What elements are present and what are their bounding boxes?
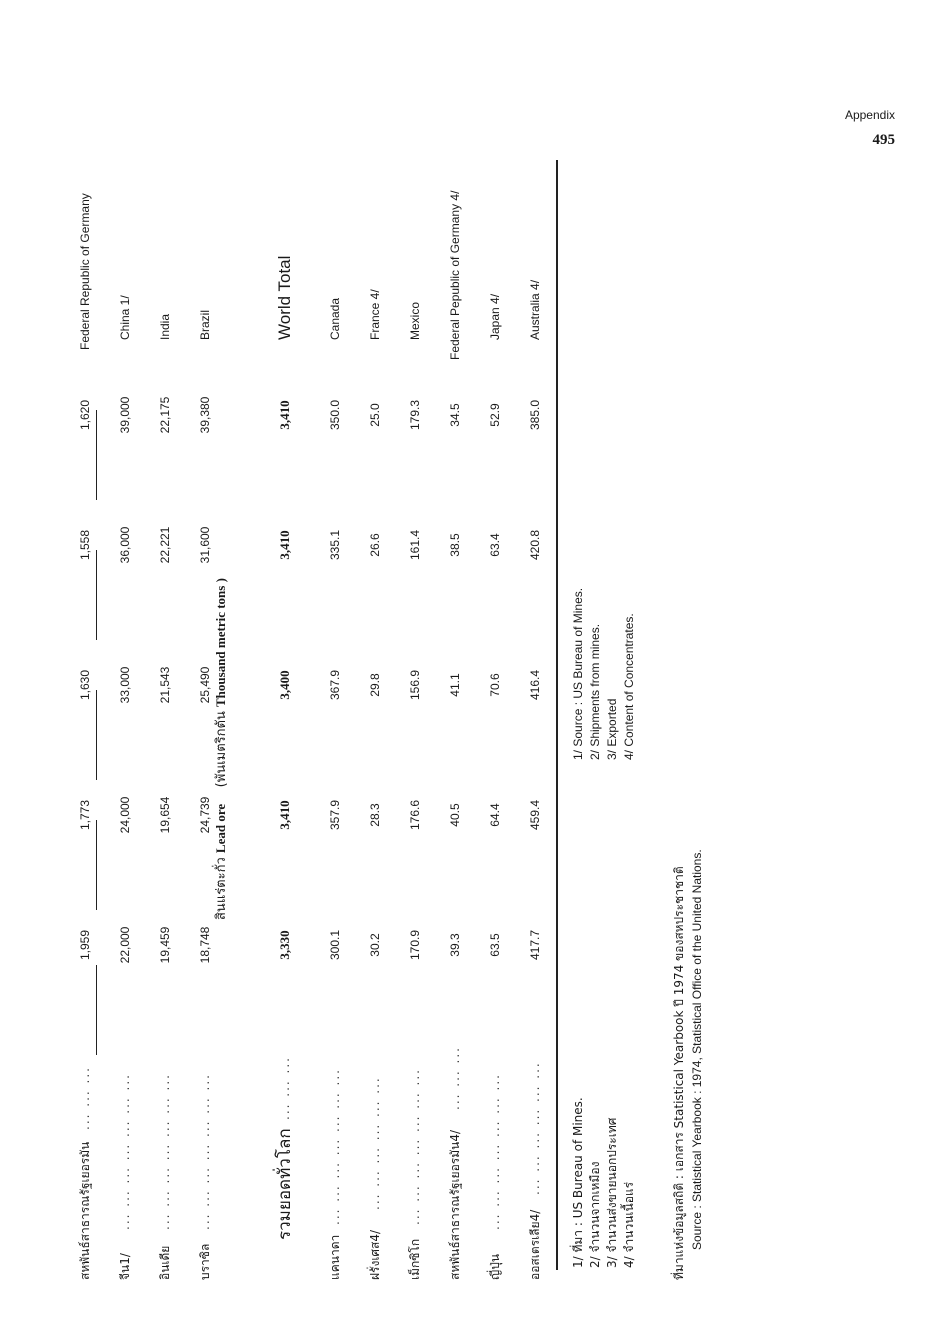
value-cell: 1,959: [78, 929, 92, 961]
table-row: [480, 160, 510, 1280]
value-cell: 38.5: [448, 533, 462, 557]
thai-country-label: สหพันธ์สาธารณรัฐเยอรมัน4/: [448, 1129, 462, 1280]
rotated-table-page: [60, 160, 760, 1280]
thai-country-label: แคนาดา: [328, 1234, 342, 1280]
value-cell: 416.4: [528, 669, 542, 701]
thai-country-label: เม็กซิโก: [408, 1238, 422, 1280]
english-country-label: Japan 4/: [488, 293, 502, 340]
value-cell: 31,600: [198, 526, 212, 564]
thai-country-label: จีน1/: [118, 1253, 132, 1280]
value-cell: 22,221: [158, 526, 172, 564]
leader-dots: ... ... ... ... ... ...: [368, 1076, 382, 1210]
leader-dots: ... ... ... ... ... ... ...: [118, 1073, 132, 1230]
leader-dots: ... ... ...: [448, 1046, 462, 1110]
page-number: 495: [872, 132, 895, 148]
value-cell: 64.4: [488, 803, 502, 827]
value-cell: 28.3: [368, 803, 382, 827]
footnote: 1/ ที่มา : US Bureau of Mines.: [571, 1097, 585, 1268]
value-cell: 30.2: [368, 933, 382, 957]
value-cell: 420.8: [528, 529, 542, 561]
value-cell: 24,739: [198, 796, 212, 834]
table-bottom-rule: [556, 160, 558, 1270]
subtitle-unit-english: Thousand metric tons ): [213, 578, 228, 707]
subtitle-english: Lead ore: [213, 803, 228, 854]
table-row: [440, 160, 470, 1280]
table-row: [360, 160, 390, 1280]
value-cell: 52.9: [488, 403, 502, 427]
english-country-label: France 4/: [368, 289, 382, 340]
thai-country-label: บราซิล: [198, 1243, 212, 1280]
footnote: 4/ จำนวนเนื้อแร่: [622, 1181, 636, 1268]
value-cell: 170.9: [408, 929, 422, 961]
leader-dots: ... ... ... ... ... ... ...: [198, 1073, 212, 1230]
table-row: [520, 160, 550, 1280]
thai-country-label: สหพันธ์สาธารณรัฐเยอรมัน: [78, 1141, 92, 1280]
leader-dots: ... ... ... ... ... ... ...: [408, 1068, 422, 1225]
english-world-total-label: World Total: [275, 255, 294, 340]
column-rule: [96, 965, 97, 1055]
english-country-label: Canada: [328, 297, 342, 340]
value-cell: 357.9: [328, 799, 342, 831]
english-country-label: Federal Pepublic of Germany 4/: [448, 190, 462, 360]
subtitle-unit-thai: (พันเมตริกตัน: [214, 711, 229, 788]
leader-dots: ... ... ...: [78, 1066, 92, 1130]
thai-country-label: ฝรั่งเศส4/: [368, 1229, 382, 1280]
value-cell: 39.3: [448, 933, 462, 957]
value-cell: 1,630: [78, 669, 92, 701]
value-cell: 39,000: [118, 396, 132, 434]
footnote: 1/ Source : US Bureau of Mines.: [571, 587, 585, 760]
value-cell: 3,410: [277, 400, 292, 430]
value-cell: 33,000: [118, 666, 132, 704]
leader-dots: ... ... ... ... ... ... ...: [488, 1073, 502, 1230]
value-cell: 176.6: [408, 799, 422, 831]
value-cell: 1,558: [78, 529, 92, 561]
value-cell: 29.8: [368, 673, 382, 697]
source-thai: ที่มาแห่งข้อมูลสถิติ : เอกสาร Statistical Yearbook ปี 1974 ของสหประชาชาติ: [672, 866, 686, 1280]
value-cell: 300.1: [328, 929, 342, 961]
column-rule: [96, 690, 97, 780]
thai-country-label: ออสเตรเลีย4/: [528, 1209, 542, 1280]
leader-dots: ... ... ... ... ... ... ...: [328, 1068, 342, 1225]
value-cell: 63.5: [488, 933, 502, 957]
value-cell: 459.4: [528, 799, 542, 831]
value-cell: 25,490: [198, 666, 212, 704]
english-country-label: Brazil: [198, 309, 212, 340]
value-cell: 63.4: [488, 533, 502, 557]
value-cell: 350.0: [328, 399, 342, 431]
value-cell: 335.1: [328, 529, 342, 561]
value-cell: 34.5: [448, 403, 462, 427]
english-footnotes: [570, 588, 638, 760]
footnote: 3/ Exported: [605, 698, 619, 760]
source-english: Source : Statistical Yearbook : 1974, Statistical Office of the United Nations.: [690, 849, 704, 1250]
value-cell: 22,000: [118, 926, 132, 964]
value-cell: 21,543: [158, 666, 172, 704]
value-cell: 26.6: [368, 533, 382, 557]
value-cell: 3,410: [277, 530, 292, 560]
leader-dots: ... ... ... ... ... ... ...: [158, 1073, 172, 1230]
value-cell: 19,459: [158, 926, 172, 964]
english-country-label: Federal Republic of Germany: [78, 193, 92, 350]
value-cell: 22,175: [158, 396, 172, 434]
value-cell: 36,000: [118, 526, 132, 564]
footnote: 2/ จำนวนจากเหมือง: [588, 1161, 602, 1268]
value-cell: 161.4: [408, 529, 422, 561]
table-row: [320, 160, 350, 1280]
value-cell: 25.0: [368, 403, 382, 427]
table-row: [400, 160, 430, 1280]
footnote: 2/ Shipments from mines.: [588, 623, 602, 760]
value-cell: 1,773: [78, 799, 92, 831]
value-cell: 1,620: [78, 399, 92, 431]
page-header: [845, 108, 895, 149]
footnote: 3/ จำนวนส่งขายนอกประเทศ: [605, 1117, 619, 1268]
english-country-label: India: [158, 313, 172, 340]
value-cell: 19,654: [158, 796, 172, 834]
value-cell: 40.5: [448, 803, 462, 827]
english-country-label: China 1/: [118, 295, 132, 340]
column-rule: [96, 820, 97, 910]
value-cell: 385.0: [528, 399, 542, 431]
value-cell: 3,330: [277, 930, 292, 960]
value-cell: 18,748: [198, 926, 212, 964]
appendix-label: Appendix: [844, 108, 895, 122]
value-cell: 39,380: [198, 396, 212, 434]
section-subtitle: [210, 420, 231, 920]
column-rule: [96, 550, 97, 640]
world-total-row: [270, 160, 300, 1280]
value-cell: 24,000: [118, 796, 132, 834]
subtitle-thai: สินแร่ตะกั่ว: [214, 857, 229, 920]
value-cell: 417.7: [528, 929, 542, 961]
value-cell: 70.6: [488, 673, 502, 697]
leader-dots: ... ... ...: [278, 1056, 292, 1120]
value-cell: 179.3: [408, 399, 422, 431]
thai-footnotes: [570, 1097, 638, 1268]
column-rule: [96, 410, 97, 500]
value-cell: 156.9: [408, 669, 422, 701]
english-country-label: Mexico: [408, 301, 422, 340]
thai-world-total-label: รวมยอดทั่วโลก: [275, 1128, 295, 1240]
table-row: [150, 160, 180, 1280]
english-country-label: Australia 4/: [528, 279, 542, 340]
value-cell: 3,400: [277, 670, 292, 700]
value-cell: 41.1: [448, 673, 462, 697]
thai-country-label: อินเดีย: [158, 1245, 172, 1280]
footnote: 4/ Content of Concentrates.: [622, 613, 636, 760]
value-cell: 3,410: [277, 800, 292, 830]
thai-country-label: ญี่ปุ่น: [488, 1253, 502, 1280]
table-row: [110, 160, 140, 1280]
value-cell: 367.9: [328, 669, 342, 701]
leader-dots: ... ... ... ... ... ...: [528, 1061, 542, 1195]
